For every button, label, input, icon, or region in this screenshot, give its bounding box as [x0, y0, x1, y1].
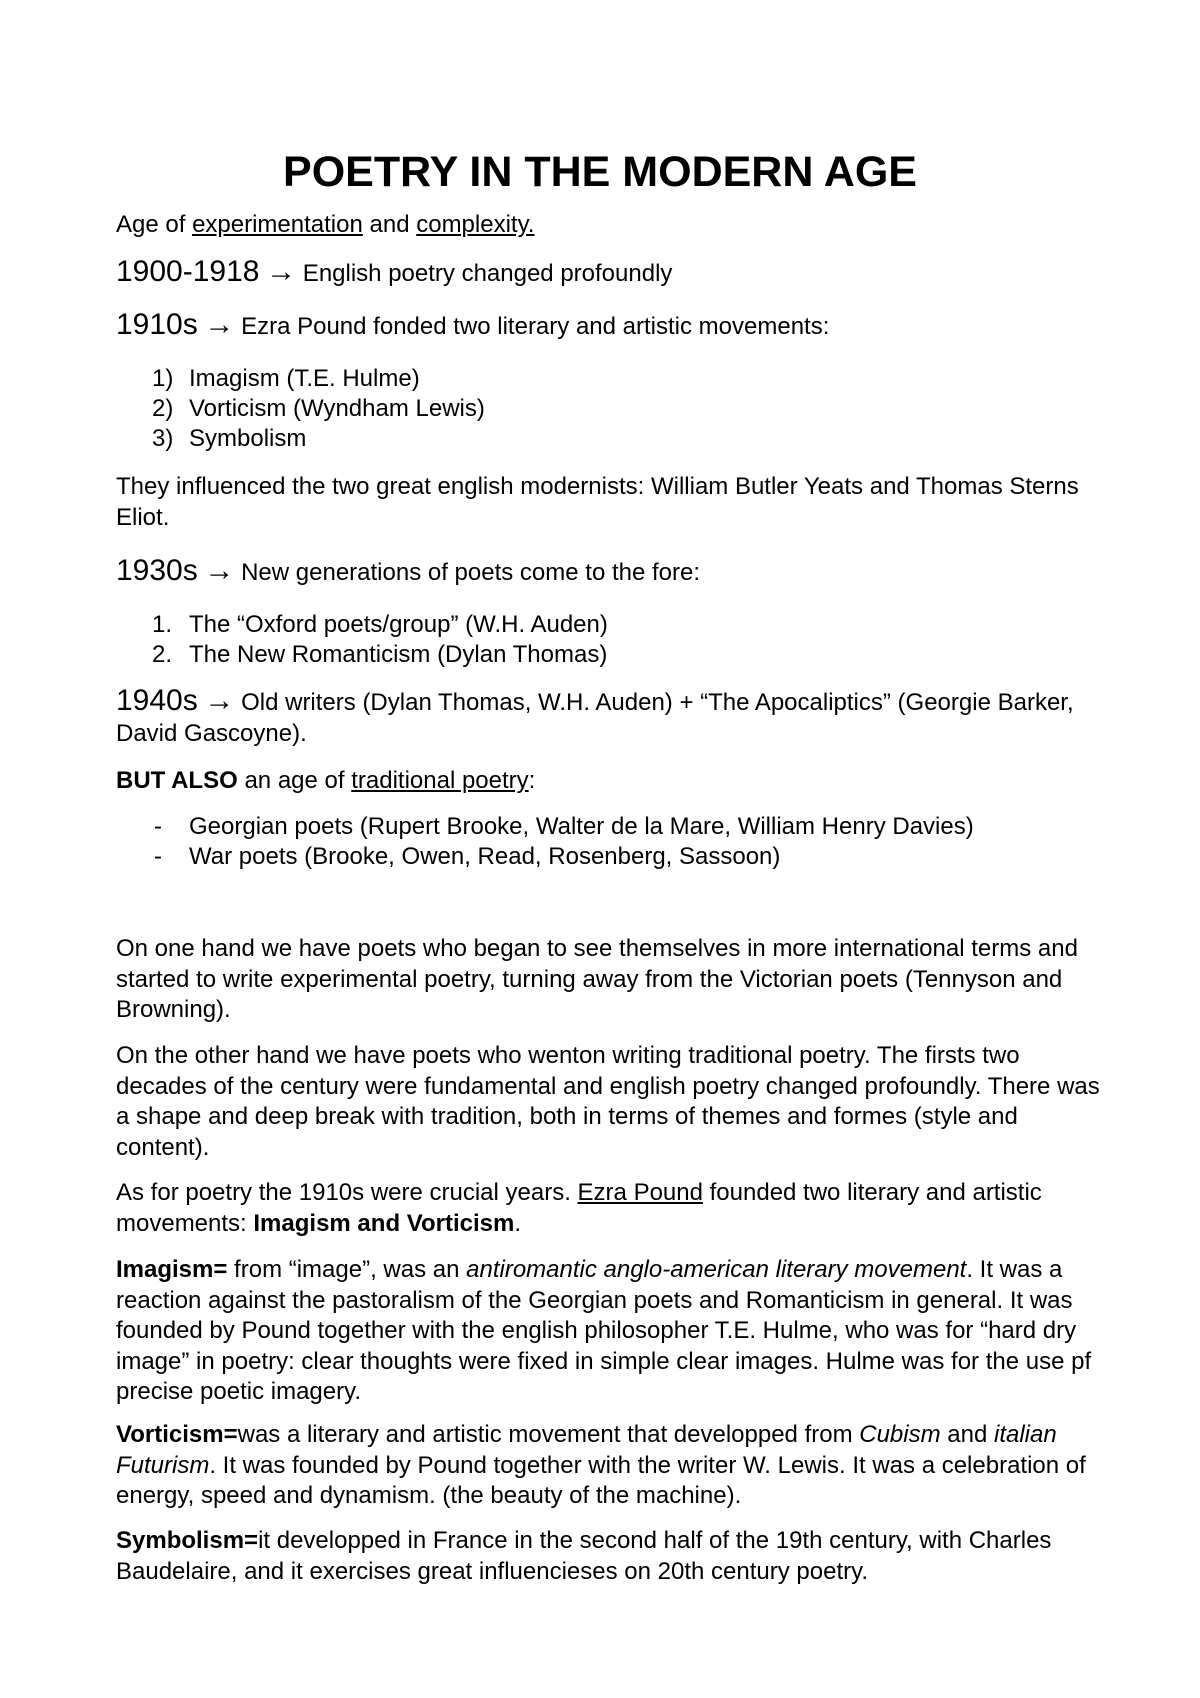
timeline-period: 1940s [116, 684, 198, 717]
list-marker: 3) [152, 425, 174, 452]
list-text: Symbolism [189, 425, 307, 452]
timeline-1940s [116, 686, 1106, 749]
list-text: The New Romanticism (Dylan Thomas) [189, 641, 608, 668]
timeline-1930s [116, 556, 1106, 589]
intro-line [116, 210, 1106, 241]
cubism-italic: Cubism [859, 1421, 941, 1448]
paragraph-one-hand: On one hand we have poets who began to see themselves in more international terms and started to write experimental poetry, turning away from the Victorian poets (Tennyson and Browning). [116, 935, 1078, 1023]
but-also-line [116, 766, 1106, 797]
arrow-right-icon: → [204, 554, 235, 587]
list-text: Imagism (T.E. Hulme) [189, 365, 420, 392]
imagism-text: from “image”, was an [227, 1256, 467, 1283]
timeline-1910s [116, 310, 1106, 343]
list-text: Georgian poets (Rupert Brooke, Walter de la Mare, William Henry Davies) [189, 813, 974, 840]
arrow-right-icon: → [204, 308, 235, 341]
list-marker: 1. [152, 611, 173, 638]
imagism-italic: antiromantic anglo-american literary movement [466, 1256, 967, 1283]
symbolism-term: Symbolism= [116, 1527, 259, 1554]
paragraph-other-hand: On the other hand we have poets who wenton writing traditional poetry. The firsts two decades of the century were fundamental and english poetry changed profoundly. There was a shape and deep break with tradition, both in terms of themes and formes (style and content). [116, 1042, 1100, 1161]
timeline-period: 1910s [116, 308, 198, 341]
intro-term-complexity: complexity. [416, 211, 535, 238]
ezra-pound-term: Ezra Pound [577, 1179, 703, 1206]
list-marker: - [154, 813, 162, 840]
timeline-period: 1900-1918 [116, 255, 260, 288]
timeline-1900-1918 [116, 257, 1106, 290]
but-also-bold: BUT ALSO [116, 767, 238, 794]
para-1910s-mid: founded two literary and artistic movements: [116, 1179, 1042, 1237]
vorticism-term: Vorticism= [116, 1421, 238, 1448]
paragraph-vorticism [116, 1420, 1106, 1512]
list-text: The “Oxford poets/group” (W.H. Auden) [189, 611, 608, 638]
futurism-italic: italian Futurism [116, 1421, 1057, 1479]
intro-mid: and [362, 211, 417, 238]
vorticism-text-3: . It was founded by Pound together with the writer W. Lewis. It was a celebration of energy, speed and dynamism. (the beauty of the machine). [116, 1451, 1086, 1509]
list-marker: - [154, 843, 162, 870]
timeline-text: English poetry changed profoundly [296, 260, 673, 287]
list-marker: 1) [152, 365, 174, 392]
symbolism-text: it developped in France in the second half of the 19th century, with Charles Baudelaire, and it exercises great influencieses on 20th century poetry. [116, 1527, 1052, 1585]
paragraph-imagism [116, 1255, 1106, 1408]
paragraph-symbolism [116, 1526, 1106, 1587]
arrow-right-icon: → [204, 684, 235, 717]
para-1910s-prefix: As for poetry the 1910s were crucial years. [116, 1179, 578, 1206]
list-text: Vorticism (Wyndham Lewis) [189, 395, 485, 422]
but-also-suffix: : [528, 767, 536, 794]
arrow-right-icon: → [266, 255, 297, 288]
para-1910s-suffix: . [514, 1209, 522, 1237]
timeline-text: Old writers (Dylan Thomas, W.H. Auden) + “The Apocaliptics” (Georgie Barker, David Gascoyne). [116, 689, 1074, 747]
page-title: POETRY IN THE MODERN AGE [283, 148, 917, 196]
intro-prefix: Age of [116, 211, 193, 238]
list-marker: 2. [152, 641, 173, 668]
timeline-period: 1930s [116, 554, 198, 587]
list-text: War poets (Brooke, Owen, Read, Rosenberg, Sassoon) [189, 843, 781, 870]
imagism-term: Imagism= [116, 1256, 228, 1283]
list-marker: 2) [152, 395, 174, 422]
timeline-text: New generations of poets come to the fore: [234, 559, 701, 586]
vorticism-text-2: and [940, 1421, 994, 1448]
vorticism-text: was a literary and artistic movement that developped from [237, 1421, 860, 1448]
movements-bold: Imagism and Vorticism [253, 1209, 515, 1237]
influence-paragraph: They influenced the two great english modernists: William Butler Yeats and Thomas Sterns Eliot. [116, 473, 1079, 531]
but-also-text: an age of [237, 767, 352, 794]
timeline-text: Ezra Pound fonded two literary and artistic movements: [234, 313, 830, 340]
traditional-poetry-term: traditional poetry [351, 767, 529, 794]
paragraph-1910s [116, 1178, 1106, 1239]
intro-term-experimentation: experimentation [192, 211, 363, 238]
imagism-text-2: . It was a reaction against the pastoralism of the Georgian poets and Romanticism in general. It was founded by Pound together with the english philosopher T.E. Hulme, who was for “hard dry image” in poetry: clear thoughts were fixed in simple clear images. Hulme was for the use pf precise poetic imagery. [116, 1256, 1092, 1405]
